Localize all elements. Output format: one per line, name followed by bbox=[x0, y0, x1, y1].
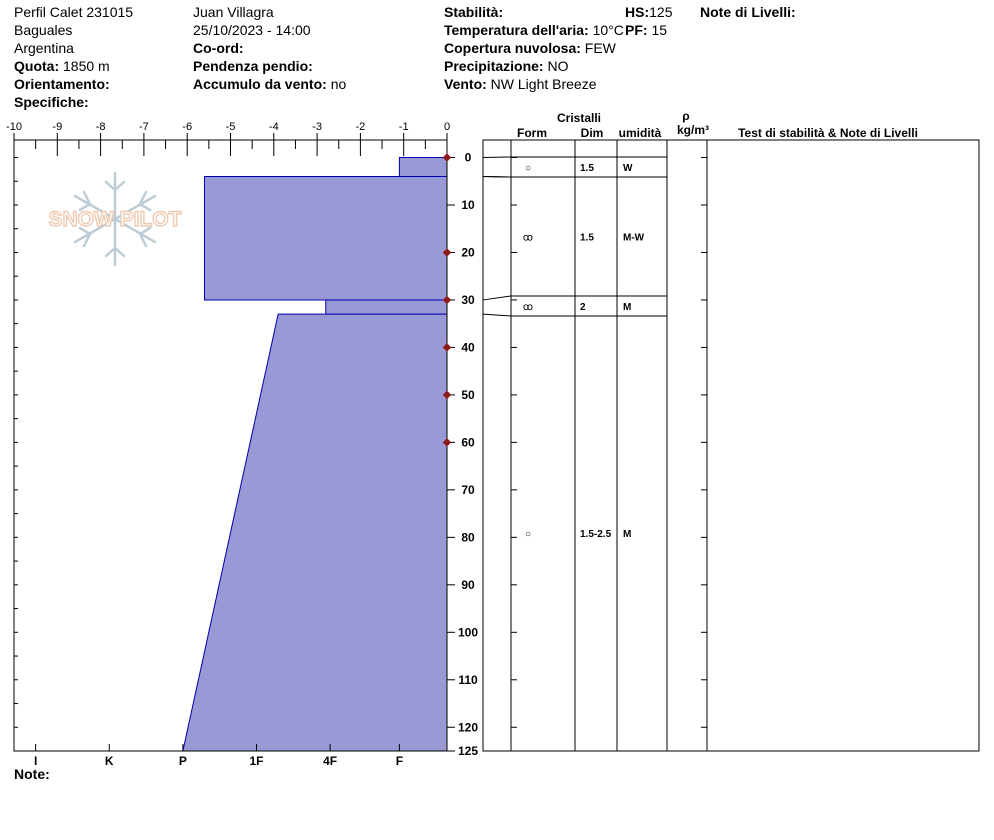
depth-tick-label: 90 bbox=[461, 577, 475, 592]
hardness-tick-label: -5 bbox=[225, 121, 236, 133]
pf-label: PF: bbox=[625, 22, 648, 38]
hs-label: HS: bbox=[625, 4, 650, 20]
crystal-humidity: W bbox=[623, 163, 633, 174]
depth-tick-label: 120 bbox=[457, 720, 479, 735]
air-temp-value: 10°C bbox=[592, 22, 624, 38]
profile-name: Perfil Calet 231015 bbox=[14, 4, 134, 20]
dim-header: Dim bbox=[580, 126, 604, 140]
depth-tick-label: 20 bbox=[461, 245, 475, 260]
hardness-layer bbox=[399, 158, 447, 177]
snowpilot-logo bbox=[49, 173, 182, 265]
hardness-tick-label: -7 bbox=[139, 121, 149, 133]
crystal-table bbox=[483, 109, 979, 751]
hardness-tick-label: -3 bbox=[312, 121, 322, 133]
hardness-tick-label: -9 bbox=[52, 121, 63, 133]
precip-value: NO bbox=[547, 58, 569, 74]
layer-notes-label: Note di Livelli: bbox=[700, 4, 796, 20]
air-temp-label: Temperatura dell'aria: bbox=[444, 22, 589, 38]
stability-test-header: Test di stabilità & Note di Livelli bbox=[738, 126, 918, 140]
hardness-tick-label: -1 bbox=[398, 121, 409, 133]
crystal-form-icon: ꝏ bbox=[522, 302, 534, 313]
observer: Juan Villagra bbox=[193, 4, 274, 20]
depth-tick-label: 0 bbox=[464, 150, 472, 165]
layer-connector bbox=[483, 296, 511, 300]
hand-hardness-label: I bbox=[33, 754, 38, 768]
depth-tick-label: 10 bbox=[461, 197, 475, 212]
form-header: Form bbox=[517, 126, 547, 140]
hardness-tick-label: 0 bbox=[443, 121, 451, 133]
crystal-humidity: M bbox=[623, 302, 632, 313]
depth-tick-label: 70 bbox=[461, 482, 475, 497]
layer-connector bbox=[483, 314, 511, 316]
crystal-dim: 2 bbox=[580, 302, 586, 313]
wind-label: Vento: bbox=[444, 76, 487, 92]
depth-tick-label: 40 bbox=[461, 340, 475, 355]
wind-loading-value: no bbox=[330, 76, 347, 92]
depth-tick-label: 60 bbox=[461, 435, 475, 450]
precip-label: Precipitazione: bbox=[444, 58, 544, 74]
crystal-form-icon: ○ bbox=[524, 529, 532, 540]
layer-connector bbox=[483, 176, 511, 177]
hardness-layer bbox=[183, 314, 447, 751]
wind-loading-label: Accumulo da vento: bbox=[193, 76, 327, 92]
hardness-tick-label: -6 bbox=[182, 121, 193, 133]
specifics-label: Specifiche: bbox=[14, 94, 89, 110]
depth-tick-label: 100 bbox=[457, 625, 479, 640]
hardness-layer bbox=[326, 300, 447, 314]
hardness-tick-label: -2 bbox=[355, 121, 366, 133]
crystal-humidity: M bbox=[623, 529, 632, 540]
hand-hardness-label: 4F bbox=[323, 754, 338, 768]
crystal-dim: 1.5 bbox=[580, 163, 594, 174]
cloud-value: FEW bbox=[584, 40, 616, 56]
logo-text: SNOW PILOT bbox=[48, 208, 182, 231]
depth-tick-label: 50 bbox=[461, 387, 475, 402]
location: Baguales bbox=[14, 22, 73, 38]
country: Argentina bbox=[14, 40, 74, 56]
layer-connector bbox=[483, 157, 511, 158]
quota-value: 1850 m bbox=[63, 58, 110, 74]
hardness-layer bbox=[205, 176, 447, 299]
hardness-layers bbox=[183, 158, 447, 752]
coords-label: Co-ord: bbox=[193, 40, 244, 56]
depth-tick-label: 30 bbox=[461, 292, 475, 307]
crystal-dim: 1.5 bbox=[580, 232, 594, 244]
note-label: Note: bbox=[14, 766, 50, 782]
table-frame bbox=[483, 140, 979, 751]
crystal-dim: 1.5-2.5 bbox=[580, 529, 612, 540]
crystal-form-icon: ○ bbox=[524, 163, 532, 174]
humidity-header: umidità bbox=[618, 126, 662, 140]
cristalli-header: Cristalli bbox=[556, 111, 602, 125]
datetime: 25/10/2023 - 14:00 bbox=[193, 22, 311, 38]
quota-label: Quota: bbox=[14, 58, 60, 74]
density-header: kg/m³ bbox=[676, 123, 710, 137]
depth-tick-label: 110 bbox=[458, 672, 478, 687]
hardness-tick-label: -10 bbox=[6, 121, 22, 133]
stability-label: Stabilità: bbox=[444, 4, 504, 20]
slope-label: Pendenza pendio: bbox=[193, 58, 313, 74]
hardness-tick-label: -4 bbox=[268, 121, 279, 133]
wind-value: NW Light Breeze bbox=[490, 76, 597, 92]
orientation-label: Orientamento: bbox=[14, 76, 110, 92]
hand-hardness-label: K bbox=[104, 754, 114, 768]
crystal-humidity: M-W bbox=[623, 232, 645, 244]
hand-hardness-label: P bbox=[178, 754, 187, 768]
rho-symbol: ρ bbox=[682, 109, 690, 123]
pf-value: 15 bbox=[651, 22, 668, 38]
depth-tick-label: 125 bbox=[457, 744, 479, 758]
cloud-label: Copertura nuvolosa: bbox=[444, 40, 581, 56]
hardness-tick-label: -8 bbox=[95, 121, 106, 133]
hand-hardness-label: F bbox=[395, 754, 404, 768]
crystal-form-icon: ꝏ bbox=[522, 232, 534, 244]
depth-tick-label: 80 bbox=[461, 530, 475, 545]
hs-value: 125 bbox=[649, 4, 673, 20]
hand-hardness-label: 1F bbox=[249, 754, 264, 768]
